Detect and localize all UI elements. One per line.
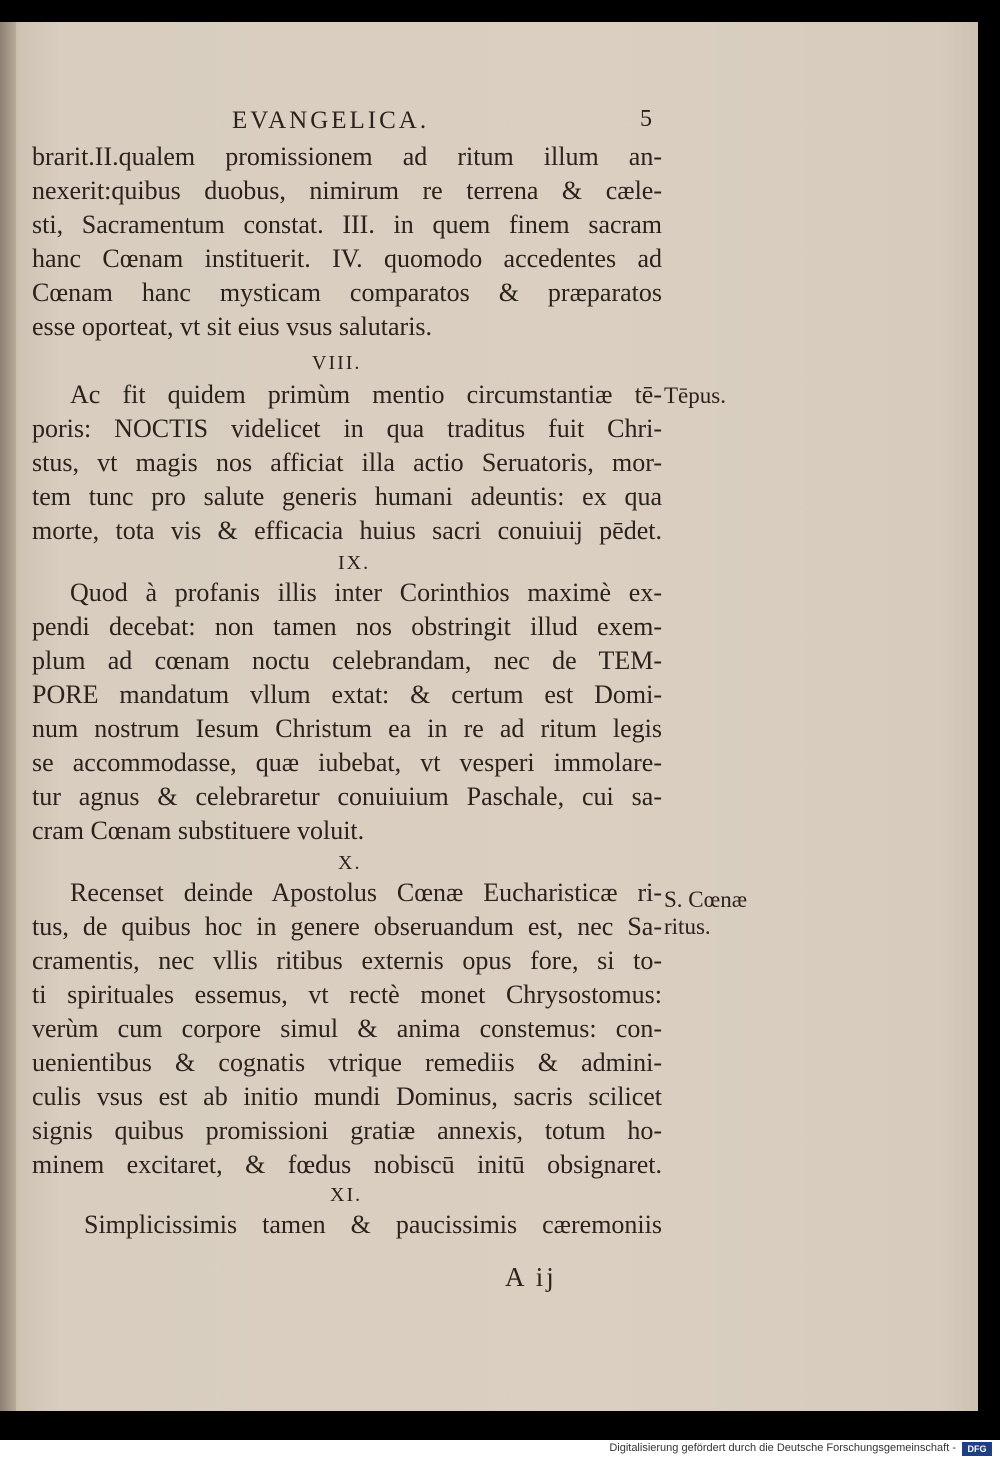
text-line: poris: NOCTIS videlicet in qua traditus fuit Chri-	[32, 414, 662, 443]
text-line: plum ad cœnam noctu celebrandam, nec de TEM-	[32, 646, 662, 675]
text-line: Quod à profanis illis inter Corinthios maximè ex-	[70, 578, 662, 607]
section-numeral: XI.	[330, 1184, 363, 1206]
text-line: tur agnus & celebraretur conuiuium Paschale, cui sa-	[32, 782, 662, 811]
running-head: EVANGELICA.	[232, 107, 430, 134]
text-line: cramentis, nec vllis ritibus externis opus fore, si to-	[32, 946, 662, 975]
section-numeral: X.	[338, 852, 362, 874]
text-line: uenientibus & cognatis vtrique remediis & admini-	[32, 1048, 662, 1077]
text-line: sti, Sacramentum constat. III. in quem finem sacram	[32, 210, 662, 239]
text-line: morte, tota vis & efficacia huius sacri conuiuij pēdet.	[32, 516, 662, 545]
text-line: pendi decebat: non tamen nos obstringit illud exem-	[32, 612, 662, 641]
footer-bar	[0, 1440, 1000, 1459]
text-line: hanc Cœnam instituerit. IV. quomodo accedentes ad	[32, 244, 662, 273]
text-line: se accommodasse, quæ iubebat, vt vesperi immolare-	[32, 748, 662, 777]
text-line: stus, vt magis nos afficiat illa actio Seruatoris, mor-	[32, 448, 662, 477]
text-line: verùm cum corpore simul & anima constemus: con-	[32, 1014, 662, 1043]
section-numeral: VIII.	[312, 352, 362, 374]
text-line: PORE mandatum vllum extat: & certum est Domi-	[32, 680, 662, 709]
signature-mark: A ij	[505, 1262, 557, 1292]
page-text-block	[0, 22, 978, 1411]
margin-note-ritus-cont: ritus.	[664, 914, 711, 939]
text-line: ti spirituales essemus, vt rectè monet Chrysostomus:	[32, 980, 662, 1009]
page-number: 5	[640, 106, 652, 132]
text-line: esse oporteat, vt sit eius vsus salutaris.	[32, 312, 433, 341]
text-line: Cœnam hanc mysticam comparatos & præparatos	[32, 278, 662, 307]
text-line: Recenset deinde Apostolus Cœnæ Eucharisticæ ri-	[70, 878, 662, 907]
text-line: cram Cœnam substituere voluit.	[32, 816, 365, 845]
text-line: num nostrum Iesum Christum ea in re ad ritum legis	[32, 714, 662, 743]
text-line: culis vsus est ab initio mundi Dominus, sacris scilicet	[32, 1082, 662, 1111]
text-line: signis quibus promissioni gratiæ annexis, totum ho-	[32, 1116, 662, 1145]
text-line: nexerit:quibus duobus, nimirum re terrena & cæle-	[32, 176, 662, 205]
text-line: tem tunc pro salute generis humani adeuntis: ex qua	[32, 482, 662, 511]
footer-credit: Digitalisierung gefördert durch die Deutsche Forschungsgemeinschaft -	[609, 1442, 956, 1454]
section-numeral: IX.	[338, 552, 371, 574]
text-line: Simplicissimis tamen & paucissimis cæremoniis	[84, 1210, 662, 1239]
book-page	[0, 22, 978, 1411]
text-line: tus, de quibus hoc in genere obseruandum est, nec Sa-	[32, 912, 662, 941]
dfg-logo-icon: DFG	[962, 1442, 992, 1456]
text-line: Ac fit quidem primùm mentio circumstantiæ tē-	[70, 380, 662, 409]
text-line: minem excitaret, & fœdus nobiscū initū obsignaret.	[32, 1150, 662, 1179]
margin-note-tempus: Tēpus.	[664, 383, 726, 408]
margin-note-ritus: S. Cœnæ	[664, 887, 748, 912]
text-line: brarit.II.qualem promissionem ad ritum illum an-	[32, 142, 662, 171]
